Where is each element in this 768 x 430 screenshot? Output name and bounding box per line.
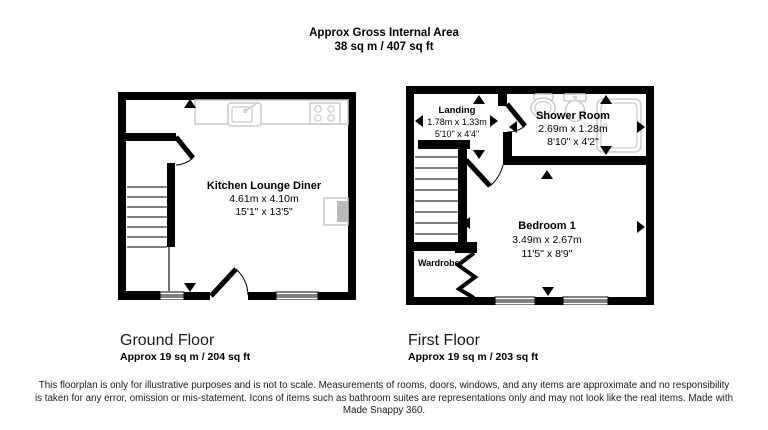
room-label-wardrobe: Wardrobe [418,258,460,268]
room-dims-imperial: 15'1" x 13'5" [235,206,293,218]
floor-name: First Floor [408,332,480,349]
wall-block [122,291,160,300]
sink-icon [228,103,261,126]
room-dims-metric: 4.61m x 4.10m [229,193,299,205]
window [276,292,318,300]
gross-area-title: Approx Gross Internal Area [309,27,459,39]
room-name: Kitchen Lounge Diner [206,180,322,192]
first-floor-plan [406,86,654,305]
room-label-bedroom-1 [512,220,582,260]
room-dims-imperial: 8'10" x 4'2" [547,136,599,148]
room-name: Shower Room [536,110,610,122]
room-dims-imperial: 11'5" x 8'9" [521,248,573,260]
disclaimer-text: This floorplan is only for illustrative purposes and is not to scale. Measurements of rooms, doors, windows, and any items are approximate and no responsibility is taken for any error, omission or mis-statement. Icons of items such as bathroom suites are representations only and may not look like the real items. Made with Made Snappy 360. [34,380,734,416]
window [563,297,608,305]
room-name: Landing [438,105,476,116]
kitchen-counter [195,100,348,126]
room-dims-metric: 2.69m x 1.28m [538,123,608,135]
page-header [0,26,768,54]
window [160,292,184,300]
gross-area-value: 38 sq m / 407 sq ft [334,41,434,53]
room-dims-imperial: 5'10" x 4'4" [434,129,480,139]
floor-area: Approx 19 sq m / 203 sq ft [408,351,539,363]
ground-floor-plan [118,92,356,300]
ground-floor-label [120,331,250,365]
room-dims-metric: 3.49m x 2.67m [512,234,582,246]
room-dims-metric: 1.78m x 1.33m [427,117,487,127]
first-floor-label [408,331,538,365]
floor-area: Approx 19 sq m / 204 sq ft [120,351,251,363]
window [495,297,535,305]
room-name: Bedroom 1 [518,220,576,232]
radiator-icon [324,198,348,225]
hob-icon [310,103,340,124]
floor-name: Ground Floor [120,332,215,349]
